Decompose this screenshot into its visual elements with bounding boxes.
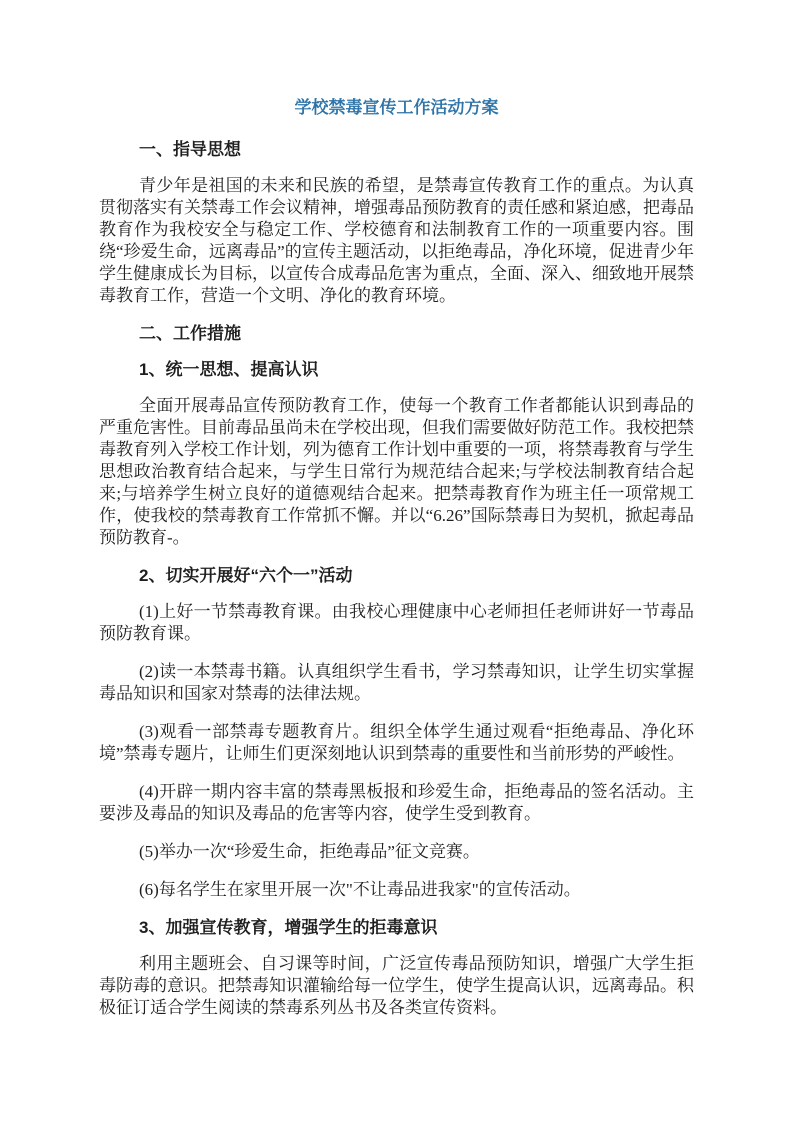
heading-work-measures: 二、工作措施 <box>139 324 241 343</box>
list-item-2-read-anti-drug-book: (2)读一本禁毒书籍。认真组织学生看书，学习禁毒知识，让学生切实掌握毒品知识和国家对禁毒的法律法规。 <box>99 662 694 703</box>
paragraph-strengthen-propaganda: 利用主题班会、自习课等时间，广泛宣传毒品预防知识，增强广大学生拒毒防毒的意识。把禁毒知识灌输给每一位学生，使学生提高认识，远离毒品。积极征订适合学生阅读的禁毒系列丛书及各类宣传资料。 <box>99 954 694 1017</box>
paragraph-unify-thinking: 全面开展毒品宣传预防教育工作，使每一个教育工作者都能认识到毒品的严重危害性。目前毒品虽尚未在学校出现，但我们需要做好防范工作。我校把禁毒教育列入学校工作计划，列为德育工作计划中重要的一项，将禁毒教育与学生思想政治教育结合起来，与学生日常行为规范结合起来;与学校法制教育结合起来;与培养学生树立良好的道德观结合起来。把禁毒教育作为班主任一项常规工作，使我校的禁毒教育工作常抓不懈。并以“6.26”国际禁毒日为契机，掀起毒品预防教育-。 <box>99 396 694 547</box>
paragraph-guiding-ideology: 青少年是祖国的未来和民族的希望，是禁毒宣传教育工作的重点。为认真贯彻落实有关禁毒工作会议精神，增强毒品预防教育的责任感和紧迫感，把毒品教育作为我校安全与稳定工作、学校德育和法制教育工作的一项重要内容。围绕“珍爱生命，远离毒品”的宣传主题活动，以拒绝毒品，净化环境，促进青少年学生健康成长为目标，以宣传合成毒品危害为重点，全面、深入、细致地开展禁毒教育工作，营造一个文明、净化的教育环境。 <box>99 176 694 305</box>
list-item-3-watch-educational-film: (3)观看一部禁毒专题教育片。组织全体学生通过观看“拒绝毒品、净化环境”禁毒专题片，让师生们更深刻地认识到禁毒的重要性和当前形势的严峻性。 <box>99 722 694 763</box>
heading-guiding-ideology: 一、指导思想 <box>139 140 241 159</box>
list-item-6-home-campaign: (6)每名学生在家里开展一次"不让毒品进我家"的宣传活动。 <box>139 880 581 899</box>
heading-unify-thinking: 1、统一思想、提高认识 <box>139 360 319 379</box>
heading-six-ones-activity: 2、切实开展好“六个一”活动 <box>139 566 353 585</box>
list-item-4-blackboard-and-signature: (4)开辟一期内容丰富的禁毒黑板报和珍爱生命，拒绝毒品的签名活动。主要涉及毒品的知识及毒品的危害等内容，使学生受到教育。 <box>99 782 694 823</box>
list-item-5-essay-contest: (5)举办一次“珍爱生命，拒绝毒品”征文竞赛。 <box>139 842 480 861</box>
document-content <box>99 97 694 1035</box>
document-title: 学校禁毒宣传工作活动方案 <box>294 98 499 117</box>
heading-strengthen-propaganda: 3、加强宣传教育，增强学生的拒毒意识 <box>139 918 438 937</box>
list-item-1-drug-education-class: (1)上好一节禁毒教育课。由我校心理健康中心老师担任老师讲好一节毒品预防教育课。 <box>99 602 694 643</box>
